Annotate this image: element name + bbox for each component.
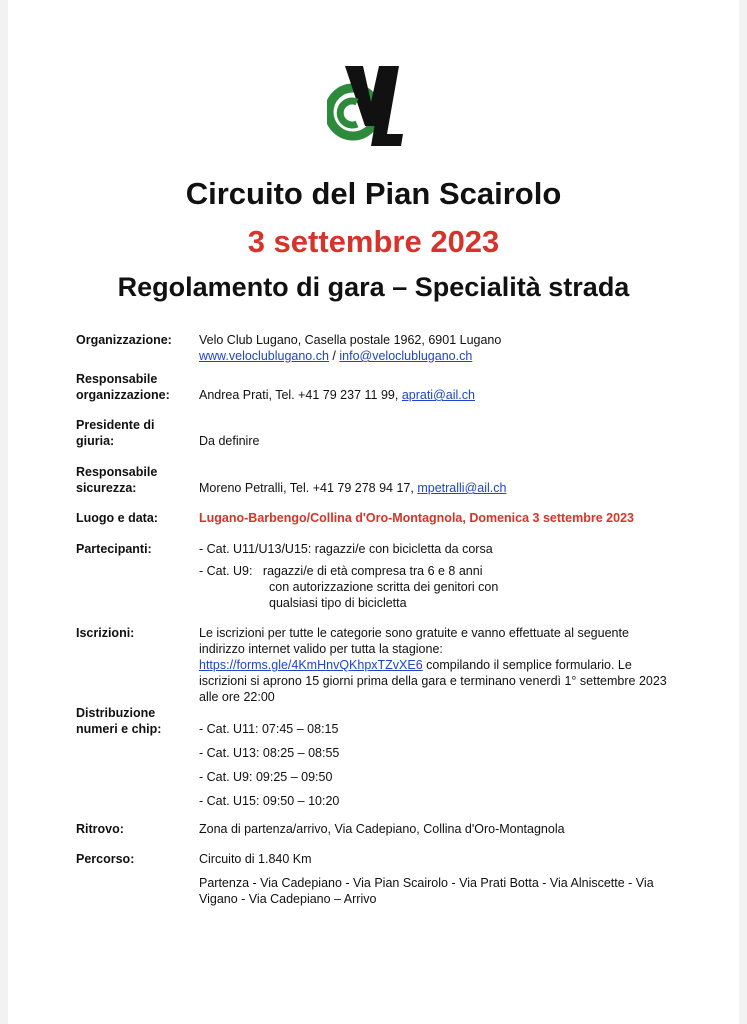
velo-club-lugano-logo [327,62,407,150]
value-ritrovo: Zona di partenza/arrivo, Via Cadepiano, Collina d'Oro-Montagnola [199,822,565,836]
label-responsabile-organizzazione: Responsabile organizzazione: [76,372,170,402]
label-responsabile-sicurezza: Responsabile sicurezza: [76,465,158,495]
mpetralli-email-link[interactable]: mpetralli@ail.ch [417,481,507,495]
distribuzione-item: - Cat. U13: 08:25 – 08:55 [199,746,340,760]
partecipanti-item-line: - Cat. U9: ragazzi/e di età compresa tra 6 e 8 anni [199,564,483,578]
value-iscrizioni [199,625,669,705]
value-organizzazione [199,332,679,364]
event-date: 3 settembre 2023 [247,224,500,259]
value-responsabile-organizzazione [199,387,679,403]
label-organizzazione: Organizzazione: [76,333,172,347]
label-percorso: Percorso: [76,852,135,866]
distribuzione-item: - Cat. U15: 09:50 – 10:20 [199,794,340,808]
value-partecipanti [199,541,679,611]
info-email-link[interactable]: info@veloclublugano.ch [339,349,473,363]
distribuzione-item: - Cat. U9: 09:25 – 09:50 [199,770,333,784]
value-distribuzione [199,721,679,817]
registration-form-link[interactable]: https://forms.gle/4KmHnvQKhpxTZvXE6 [199,658,423,672]
label-luogo-data: Luogo e data: [76,511,158,525]
partecipanti-item: - Cat. U11/U13/U15: ragazzi/e con bicicletta da corsa [199,542,493,556]
label-presidente-giuria: Presidente di giuria: [76,418,155,448]
responsabile-org-contact: Andrea Prati, Tel. +41 79 237 11 99, [199,388,402,402]
label-ritrovo: Ritrovo: [76,822,124,836]
document-subtitle: Regolamento di gara – Specialità strada [117,272,630,302]
link-separator: / [328,349,340,363]
partecipanti-item [199,563,679,611]
distribuzione-item: - Cat. U11: 07:45 – 08:15 [199,722,339,736]
label-iscrizioni: Iscrizioni: [76,626,135,640]
partecipanti-item-line: con autorizzazione scritta dei genitori con [269,580,499,594]
value-responsabile-sicurezza [199,480,679,496]
value-percorso [199,851,674,907]
percorso-route: Partenza - Via Cadepiano - Via Pian Scairolo - Via Prati Botta - Via Alniscette - Via Vigano - Via Cadepiano – Arrivo [199,876,654,906]
value-presidente-giuria: Da definire [199,434,260,448]
aprati-email-link[interactable]: aprati@ail.ch [401,388,475,402]
iscrizioni-text: Le iscrizioni per tutte le categorie sono gratuite e vanno effettuate al seguente indirizzo internet valido per tutta la stagione: [199,626,629,656]
iscrizioni-text: compilando il semplice formulario. Le iscrizioni si aprono 15 giorni prima della gara e terminano venerdì 1° settembre 2023 alle ore 22:00 [199,658,667,704]
percorso-length: Circuito di 1.840 Km [199,852,312,866]
partecipanti-item-line: qualsiasi tipo di bicicletta [269,596,407,610]
website-link[interactable]: www.veloclublugano.ch [199,349,329,363]
label-distribuzione: Distribuzione numeri e chip: [76,706,162,736]
label-partecipanti: Partecipanti: [76,542,152,556]
org-address: Velo Club Lugano, Casella postale 1962, 6901 Lugano [199,333,502,347]
document-title: Circuito del Pian Scairolo [185,176,562,211]
value-luogo-data: Lugano-Barbengo/Collina d'Oro-Montagnola, Domenica 3 settembre 2023 [199,511,634,525]
sicurezza-contact: Moreno Petralli, Tel. +41 79 278 94 17, [199,481,418,495]
